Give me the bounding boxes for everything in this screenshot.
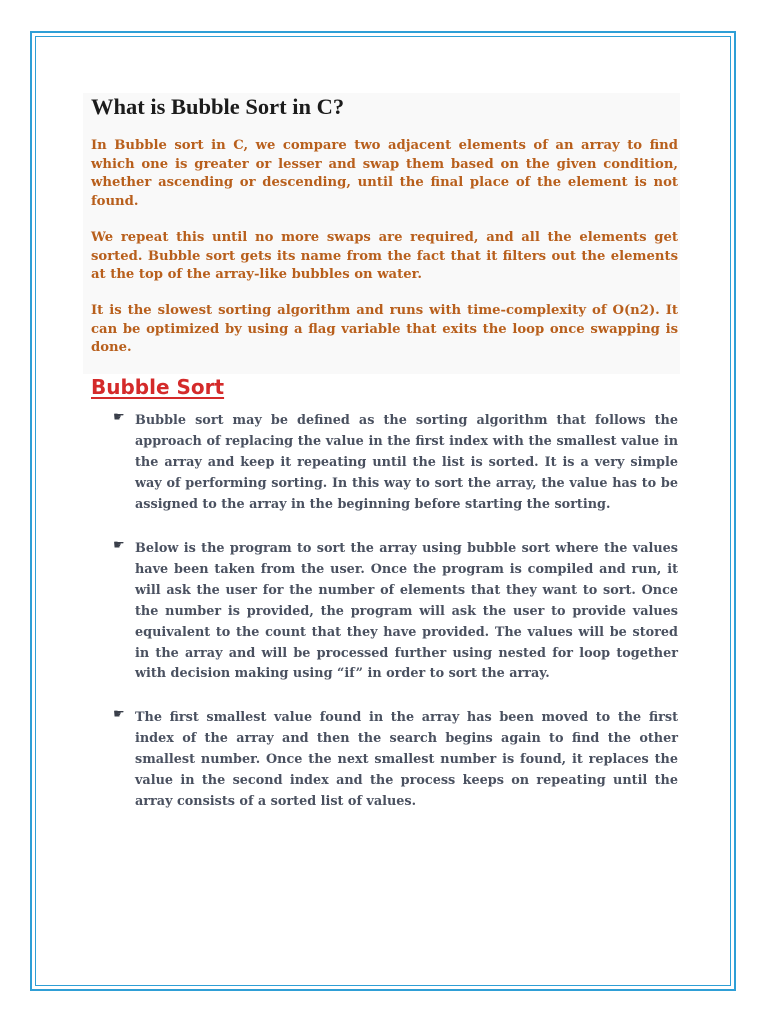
section-heading: Bubble Sort: [91, 375, 225, 399]
intro-paragraph-3: It is the slowest sorting algorithm and runs with time-complexity of O(n2). It can be optimized by using a flag variable that exits the loop once swapping is done.: [91, 303, 678, 356]
pointing-hand-icon: ☛: [113, 707, 125, 722]
bullet-text: Below is the program to sort the array using bubble sort where the values have been taken from the user. Once the program is compiled and run, it will ask the user for the number of elements that they want to sort. Once the number is provided, the program will ask the user to provide values equivalent to the count that they have provided. The values will be stored in the array and will be processed further using nested for loop together with decision making using “if” in order to sort the array.: [135, 541, 678, 682]
intro-paragraph-1: In Bubble sort in C, we compare two adjacent elements of an array to find which one is greater or lesser and swap them based on the given condition, whether ascending or descending, until the final place of the element is not found.: [91, 138, 678, 209]
pointing-hand-icon: ☛: [113, 538, 125, 553]
intro-title: What is Bubble Sort in C?: [91, 94, 345, 119]
bullet-text: Bubble sort may be defined as the sorting algorithm that follows the approach of replacing the value in the first index with the smallest value in the array and keep it repeating until the list is sorted. It is a very simple way of performing sorting. In this way to sort the array, the value has to be assigned to the array in the beginning before starting the sorting.: [135, 413, 678, 512]
intro-paragraph-2: We repeat this until no more swaps are required, and all the elements get sorted. Bubble sort gets its name from the fact that it filters out the elements at the top of the array-like bubbles on water.: [91, 230, 678, 283]
pointing-hand-icon: ☛: [113, 410, 125, 425]
bullet-text: The first smallest value found in the array has been moved to the first index of the array and then the search begins again to find the other smallest number. Once the next smallest number is found, it replaces the value in the second index and the process keeps on repeating until the array consists of a sorted list of values.: [135, 710, 678, 809]
